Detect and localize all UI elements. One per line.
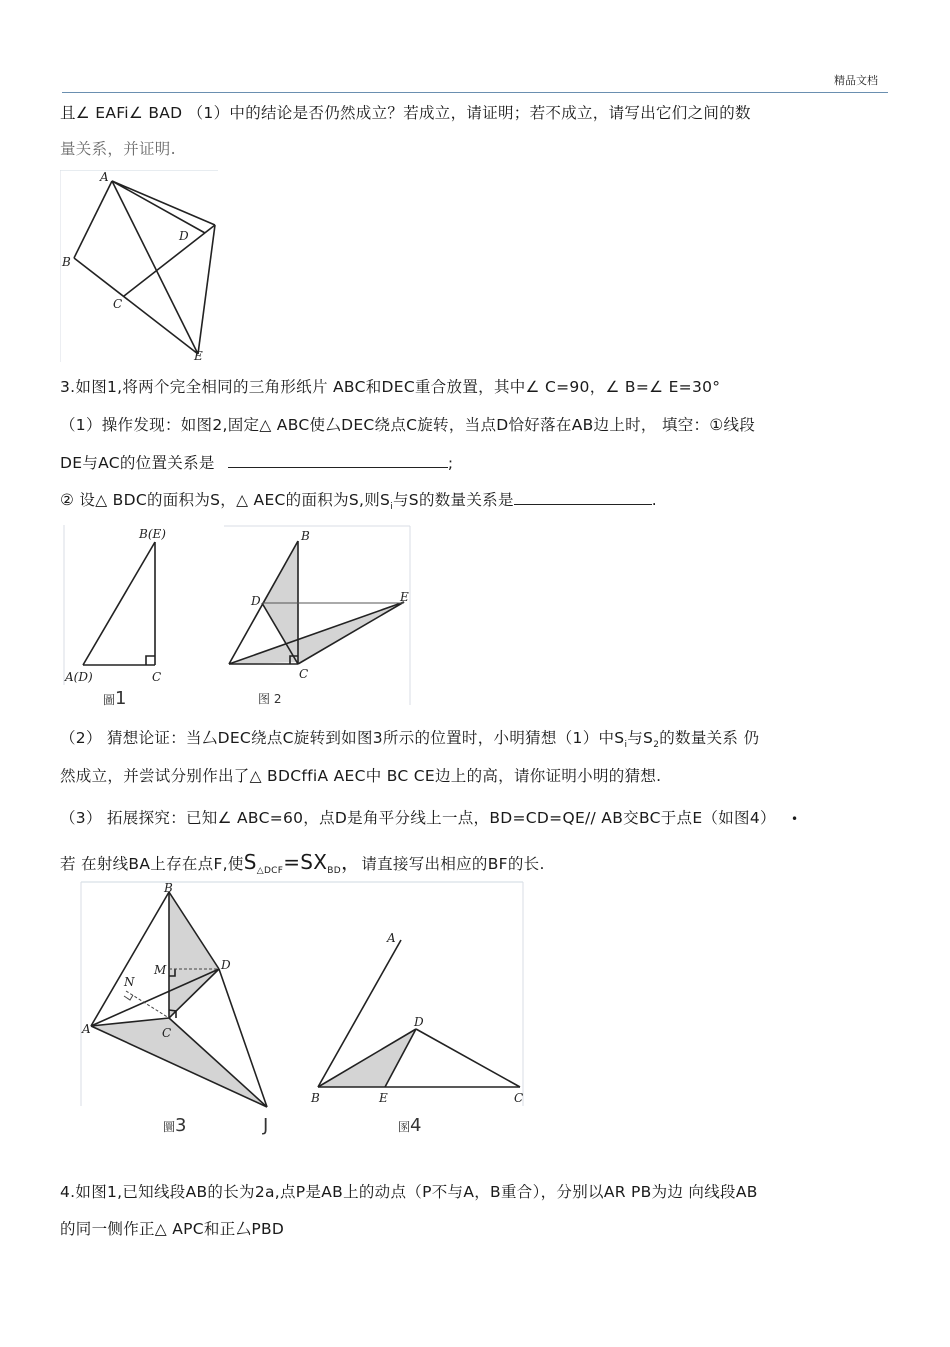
fig4-label-D: D [414, 1015, 424, 1029]
q3-part2-mid: 与S [627, 729, 654, 747]
fig3-label-B: B [164, 881, 173, 895]
fig4-label-B: B [311, 1091, 320, 1105]
fig1-label-BE: B(E) [139, 527, 166, 541]
fig-top-label-C: C [113, 297, 123, 311]
q3-part3-sub1: △DCF [256, 866, 284, 877]
figure-quadrilateral [60, 170, 220, 365]
fig3-extra-label [263, 1115, 268, 1136]
answer-blank-2 [514, 490, 652, 505]
fig2-label-D: D [251, 594, 261, 608]
q3-part1-line-b-text: DE与AC的位置关系是 [60, 454, 215, 472]
header-label: 精品文档 [834, 74, 878, 87]
q3-part1-line-c-text: ② 设△ BDC的面积为S，△ AEC的面积为S,则S [60, 491, 391, 509]
q3-part1-line-c [60, 488, 657, 512]
fig4-caption [398, 1115, 421, 1136]
q4-line-2: 的同一侧作正△ APC和正厶PBD [60, 1220, 285, 1238]
fig4-caption-number: 4 [410, 1115, 422, 1136]
q3-part2-sub2: 2 [653, 740, 660, 751]
q2-line-2: 量关系，并证明. [60, 140, 176, 158]
fig4-label-C: C [514, 1091, 524, 1105]
fig-top-label-D: D [179, 229, 189, 243]
q3-part3-sub2: BD [327, 866, 342, 877]
fig3-label-C: C [162, 1026, 172, 1040]
q3-part2-sub1: i [624, 740, 628, 751]
fig4-label-A: A [387, 931, 396, 945]
q3-part1-line-b [60, 451, 453, 473]
fig1-caption-number: 1 [115, 688, 127, 709]
figure-2 [222, 523, 414, 708]
fig3-label-D: D [221, 958, 231, 972]
fig1-label-C: C [152, 670, 162, 684]
figure-3-and-4 [80, 880, 525, 1112]
fig3-label-M: M [154, 963, 167, 977]
q3-part1-line-c-end: . [651, 491, 657, 509]
q3-part1-line-b-end: ; [447, 454, 454, 472]
header-rule [62, 92, 888, 93]
q3-part3-comma: ， [341, 850, 362, 874]
q3-part3-line-b [60, 846, 545, 876]
fig2-caption: 图 2 [258, 692, 282, 706]
q3-part3-pre: 若 在射线BA上存在点F,使 [60, 855, 244, 873]
fig-top-label-E: E [194, 349, 203, 363]
q3-part1-line-a: （1）操作发现：如图2,固定△ ABC使厶DEC绕点C旋转，当点D恰好落在AB边上时， 填空：①线段 [60, 416, 756, 434]
fig-top-label-A: A [100, 170, 109, 184]
fig2-label-B: B [301, 529, 310, 543]
q3-intro: 3.如图1,将两个完全相同的三角形纸片 ABC和DEC重合放置，其中∠ C=90，∠ B=∠ E=30° [60, 378, 721, 396]
fig1-caption [103, 688, 126, 709]
fig2-label-E: E [400, 590, 409, 604]
q3-part2-rest: 的数量关系 仍 [659, 729, 760, 747]
q3-part3-rest: 请直接写出相应的BF的长. [361, 855, 545, 873]
answer-blank-1 [228, 453, 448, 468]
q3-part3-eq: =SX [283, 850, 328, 874]
fig4-caption-prefix: 圂 [398, 1120, 411, 1134]
fig3-caption-prefix: 圜 [163, 1120, 176, 1134]
q2-line-1: 且∠ EAFi∠ BAD （1）中的结论是否仍然成立？若成立，请证明；若不成立，请写出它们之间的数 [60, 104, 751, 122]
q4-line-1: 4.如图1,已知线段AB的长为2a,点P是AB上的动点（P不与A，B重合），分别以AR PB为边 向线段AB [60, 1183, 758, 1201]
q3-part3-line-a [60, 806, 798, 828]
q3-part3-bullet: • [791, 812, 799, 826]
figure-1 [62, 523, 182, 688]
fig1-caption-prefix: 圖 [103, 693, 116, 707]
fig3-caption [163, 1115, 186, 1136]
q3-part2-line-a [60, 726, 759, 750]
q3-part2-text: （2） 猜想论证：当厶DEC绕点C旋转到如图3所示的位置时，小明猜想（1）中S [60, 729, 625, 747]
fig-top-label-B: B [62, 255, 71, 269]
q3-part1-sub: i [390, 502, 393, 513]
q3-part1-line-c-rest: 与S的数量关系是 [393, 491, 514, 509]
fig3-caption-number: 3 [175, 1115, 187, 1136]
q3-part3-S1: S [243, 850, 257, 874]
fig3-label-N: N [124, 975, 135, 989]
fig4-label-E: E [379, 1091, 388, 1105]
q3-part2-line-b: 然成立，并尝试分别作出了△ BDCffiA AEC中 BC CE边上的高，请你证明小明的猜想. [60, 767, 662, 785]
fig1-label-AD: A(D) [65, 670, 93, 684]
fig2-label-C: C [299, 667, 309, 681]
fig3-extra-text: J [263, 1115, 269, 1136]
q3-part3-text: （3） 拓展探究：已知∠ ABC=60，点D是角平分线上一点，BD=CD=QE// AB交BC于点E（如图4） [60, 809, 776, 827]
fig3-label-A: A [82, 1022, 91, 1036]
